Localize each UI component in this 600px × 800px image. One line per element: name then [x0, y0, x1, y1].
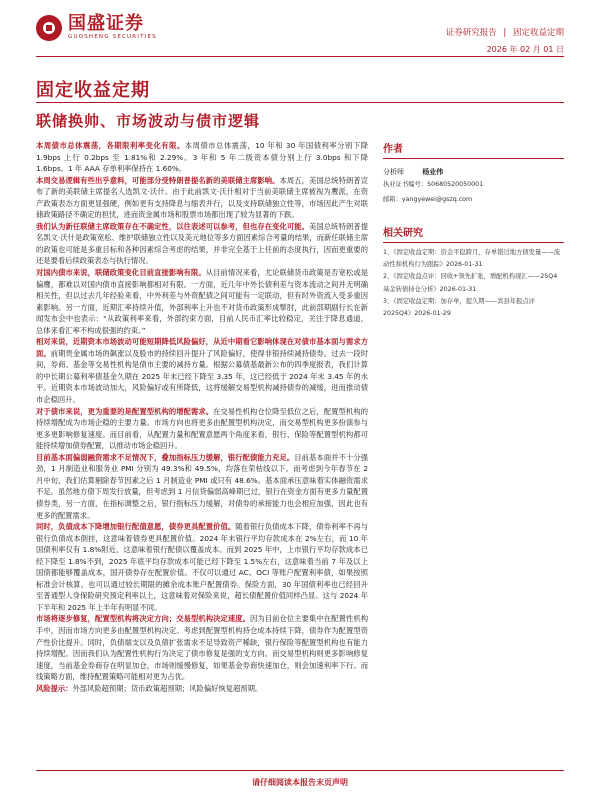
report-type: 证券研究报告	[445, 28, 497, 38]
risk-text: 外部风险超预期；货币政策超预期；风险偏好恢复超预期。	[72, 683, 263, 693]
risk-label: 风险提示：	[36, 683, 73, 693]
report-title: 联储换帅、市场波动与债市逻辑	[36, 112, 261, 130]
paragraph-text: 本周债市总体震荡，10 年和 30 年国债利率分别下降 1.9bps 上行 0.2bps 至 1.81%和 2.29%。3 年和 5 年二级资本债分别上行 3.0bps 和下降 1.6bps。1 年 AAA 存单利率保持在 1.60%。	[36, 141, 368, 174]
paragraph-text: 本周五，美国总统特朗普宣布了新的美联储主席提名人选凯文·沃什。由于此前凯文·沃什相对于当前美联储主席被视为鹰派，在资产政策表态方面更显强硬，例如更有支持降息与缩表并行，以及支持联储独立性等，市场因此产生对联储政策路径不确定的担忧，进而资金属市场和股票市场都出现了较为显著的下跌。	[36, 175, 368, 220]
paragraph	[36, 452, 368, 521]
paragraph-highlight: 我们认为新任联储主席政策存在不确定性，以往表述可以参考，但也存在变化可能。	[36, 221, 310, 231]
footer-disclaimer: 请仔细阅读本报告末页声明	[252, 778, 348, 787]
report-date: 2026 年 02 月 01 日	[486, 45, 564, 54]
report-category: 固定收益定期	[512, 28, 564, 38]
paragraph-text: 随着银行负债成本下降，债券利率不再与银行负债成本倒挂，这意味着债券更具配置价值。2024 年末银行平均存款成本在 2%左右，而 10 年国债利率仅有 1.8%附近，这意味着银行配债以覆盖成本。而到 2025 年中，上市银行平均存款成本已经下降至 1.8%不到，2025 年底平均存款成本可能已经下降至 1.5%左右，这意味着当前 7 年及以上国债都能够覆盖成本，国开债券存在配置价值。不仅可以通过 AC、OCI 等账户配置利率债，如果按照标准会计核算，也可以通过较长期限的摊余成本账户配置债券。保险方面，30 年国债利率也已经回升至普通型人身保险研究预定利率以上，这意味着对保险来说，超长债配置价值同样凸显。这与 2024 年下半年和 2025 年上半年有明显不同。	[36, 522, 368, 612]
report-header	[0, 0, 600, 62]
related-item[interactable]: 2、《固定收益点评：回收+领先扩张，增配机构现汇——25Q4 基金转债持仓分析》2026-01-31	[383, 273, 558, 293]
paragraph-text: 美国总统特朗普提名凯文·沃什是政策宽松、维护联储独立性以及美元地位等多方面因素综合考量的结果，而新任联储主席的政策也可能是多重目标和各种因素综合考虑的结果，并非完全基于上任前的态度执行，因而更重要的还是要看后续政策表态与执行情况。	[36, 221, 368, 266]
report-type-line	[446, 26, 564, 38]
title-divider	[36, 102, 564, 103]
analyst-name: 杨业伟	[422, 168, 444, 176]
main-body	[36, 140, 368, 744]
paragraph-text: 从目前情况来看，尤论联储货币政策是否宽松或是偏鹰，都难以对国内债市直接影响都相对有限。一方面，近几年中外长债利差与资本流动之间并无明确相关性，但以过去几年经验来看，中外利差与外资配债之间可能有一定联动，但有时外资流入受多重因素影响。另一方面，近期汇率持续升值，外部利率上升也不对货币政策形成掣肘，此前部期副行长在新闻发布会中也表示：“从政策利率来看，外部约束方面，目前人民币汇率比较稳定，关注于降息通道，总体来看汇率不构成很强的约束。”	[36, 268, 368, 335]
sidebar	[383, 140, 564, 320]
paragraph-text: 因为目前仓位主要集中在配置性机构手中，因而市场方向更多由配置型机构决定。考虑到配置型机构持仓成本持续下降，债券作为配置型资产性价比提升。同时，负债端支以及负债扩张需求不足导致资产稀缺，银行保险等配置型机构也有能力持续增配。因而我们认为配置性机构行为决定了债市修复是强的支方向。而交易型机构则更多影响修复速度，当前基金券商存在明显加仓，市场则缓慢修复，如果基金券商快速加仓，则会加速利率下行。而线策略方面，维持配置策略可能相对更为占优。	[36, 614, 368, 682]
paragraph	[36, 140, 368, 175]
paragraph	[36, 406, 368, 452]
paragraph	[36, 613, 368, 682]
logo-icon	[36, 15, 62, 41]
paragraph-highlight: 市场将逐步修复，配置型机构将决定方向；交易型机构决定速度。	[36, 614, 251, 624]
header-divider	[36, 56, 564, 57]
logo	[36, 14, 157, 41]
analyst-label: 分析师	[383, 168, 404, 176]
logo-name-en: GUOSHENG SECURITIES	[68, 34, 157, 40]
paragraph	[36, 267, 368, 336]
paragraph-text: 在交易性机构仓位降至低位之后，配置型机构的持续增配成为市场企稳的主要力量。市场方向也将更多由配置型机构决定，而交易型机构更多扮演参与更多更影响修复速度。而目前看，从配置力量和配置意愿两个角度来看，银行、保险等配置型机构都可能持续增加债券配置，以推动市场企稳回升。	[36, 406, 368, 451]
paragraph-highlight: 对于债市来说，更为重要的是配置型机构的增配需求。	[36, 406, 214, 416]
footer-divider	[36, 770, 564, 771]
paragraph-highlight: 对国内债市来说，联储政策变化目前直接影响有限。	[36, 268, 206, 278]
paragraph-highlight: 本周交易逻辑有些出乎意料，可能部分受特朗普提名新的美联储主席影响。	[36, 175, 280, 185]
related-item[interactable]: 3、《固定收益定期：加存单，提久期——宾县年报点评 2025Q4》2026-01-29	[383, 297, 535, 318]
related-heading: 相关研究	[383, 224, 564, 243]
paragraph-highlight: 本周债市总体震荡，各期限利率变化有限。	[36, 141, 185, 150]
paragraph	[36, 221, 368, 267]
category-title: 固定收益定期	[36, 80, 150, 101]
paragraph-text: 目前基本面并不十分强劲，1 月制造业和服务业 PMI 分别为 49.3%和 49.5%，均落在荣枯线以下。而考虑到今年春节在 2 月中旬，我们估算剔除春节因素之后 1 月制造业 PMI 或只有 48.6%。基本面承压意味着实体融资需求不足。虽然地方债下周发行放量，但考虑到 1 月信贷偏弱高峰期已过，银行在资金方面有更多力量配置债券类，另一方面，在指标调整之后，银行指标压力缓解，对债券的承接能力也会相应加强，因此也有更多的配置需求。	[36, 452, 368, 520]
related-item[interactable]: 1、《固定收益定期：资金平稳跨月，存单错过地方债发量——流动性和机构行为跟踪》2026-01-31	[383, 249, 561, 269]
paragraph-highlight: 同时，负债成本下降增加银行配债意愿，债券更具配置价值。	[36, 522, 236, 532]
paragraph	[36, 336, 368, 405]
logo-name-cn: 国盛证券	[68, 13, 144, 34]
paragraph-text: 前期贵金属市场的飙涨以及股市的持续回升提升了风险偏好，使得非银持续减持债券。过去一段时间，券商、基金等交易性机构是债市主要的减持方量。根据公募债基最新公布的四季度报表，我们计算的中长期公募利率债基金久期在 2025 年末已经下降至 3.35 年，这已经低于 2024 年末 3.45 年的水平。近期资本市场波动加大，风险偏好或有所降低，这将缓解交易型机构减持债券的减缓，进而推动债市企稳回升。	[36, 348, 368, 405]
analyst-row	[383, 167, 564, 177]
risk-warning	[36, 683, 368, 695]
paragraph-highlight: 目前基本面偏弱融资需求不足情况下，叠加指标压力缓解，银行配债能力充足。	[36, 452, 295, 462]
header-separator: |	[503, 28, 507, 38]
cert-number: 执业证书编号：S0680520050001	[383, 181, 484, 188]
paragraph	[36, 175, 368, 221]
paragraph-highlight: 相对来说，近期资本市场波动可能短期降低风险偏好，从近中期看它影响体现在对债市基本面与需求方面。	[36, 337, 368, 358]
email-link[interactable]: 邮箱：yangyewei@gszq.com	[383, 195, 473, 203]
paragraph	[36, 521, 368, 613]
authors-heading: 作者	[383, 140, 564, 159]
